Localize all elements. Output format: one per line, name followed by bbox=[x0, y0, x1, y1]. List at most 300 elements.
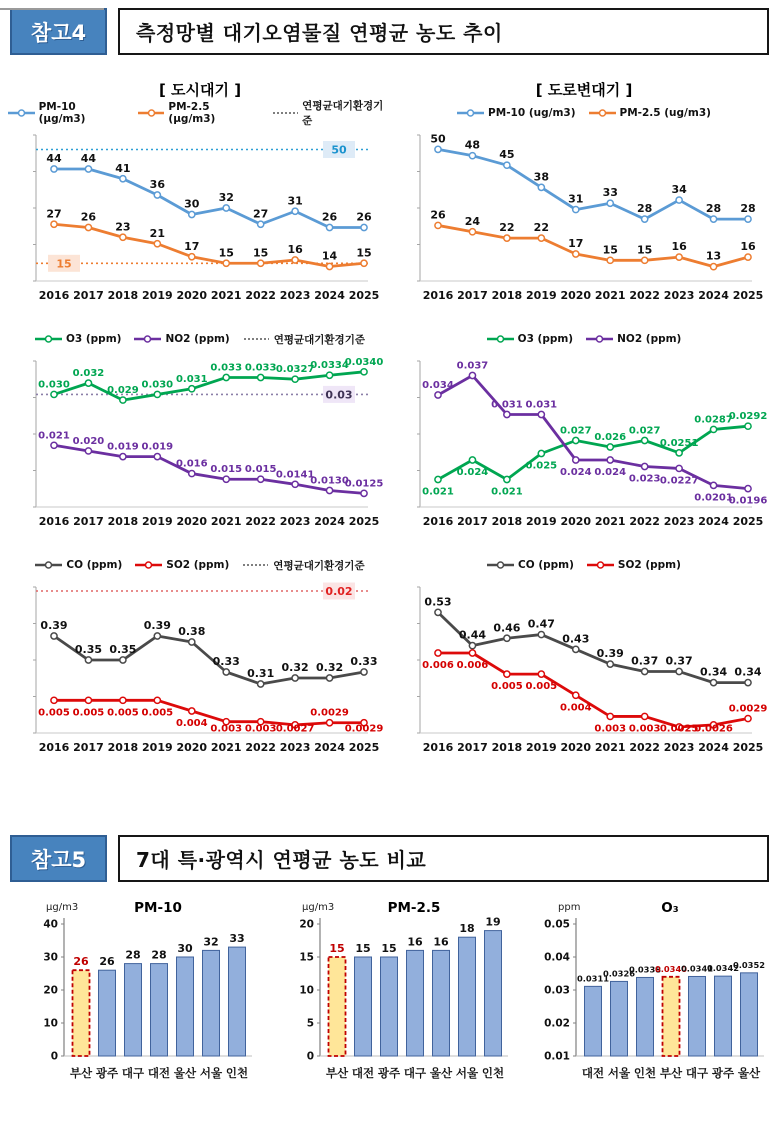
bar bbox=[404, 935, 427, 1080]
series-line-legend-icon bbox=[587, 560, 614, 570]
svg-text:0.0292: 0.0292 bbox=[728, 411, 768, 423]
svg-text:36: 36 bbox=[149, 178, 165, 191]
legend-label: PM-10 (μg/m3) bbox=[38, 101, 86, 125]
svg-text:0.030: 0.030 bbox=[38, 379, 70, 391]
svg-text:0.030: 0.030 bbox=[141, 379, 174, 391]
svg-text:0.0311: 0.0311 bbox=[576, 973, 610, 984]
urban-o3no2-plot bbox=[12, 349, 388, 545]
urban-coso2-chart bbox=[8, 555, 392, 771]
svg-text:0.006: 0.006 bbox=[422, 660, 454, 671]
svg-text:2021: 2021 bbox=[210, 289, 242, 302]
svg-text:2024: 2024 bbox=[314, 289, 345, 302]
svg-text:2023: 2023 bbox=[663, 741, 695, 754]
section1-header bbox=[10, 8, 769, 55]
x-axis-labels bbox=[423, 289, 764, 302]
svg-text:0.0130: 0.0130 bbox=[310, 475, 349, 487]
svg-text:2017: 2017 bbox=[73, 515, 104, 528]
svg-text:2021: 2021 bbox=[594, 289, 626, 302]
svg-text:0.005: 0.005 bbox=[491, 681, 523, 693]
svg-text:2020: 2020 bbox=[176, 515, 208, 528]
roadside-coso2-series-2 bbox=[422, 650, 767, 735]
svg-text:30: 30 bbox=[184, 197, 200, 211]
svg-text:2024: 2024 bbox=[314, 515, 345, 528]
svg-text:0.0201: 0.0201 bbox=[694, 492, 733, 504]
legend-label: 연평균대기환경기준 bbox=[273, 559, 365, 572]
svg-text:2016: 2016 bbox=[422, 515, 454, 528]
svg-text:2024: 2024 bbox=[698, 515, 729, 528]
svg-text:0.0251: 0.0251 bbox=[659, 437, 699, 449]
svg-text:50: 50 bbox=[430, 132, 446, 146]
city-label: 대전 bbox=[351, 1066, 375, 1080]
legend-label: SO2 (ppm) bbox=[617, 559, 681, 571]
legend-item bbox=[487, 333, 573, 345]
legend-item bbox=[134, 333, 229, 345]
svg-text:21: 21 bbox=[149, 226, 165, 240]
unit-label: μg/m3 bbox=[46, 902, 79, 913]
svg-text:30: 30 bbox=[177, 942, 193, 955]
svg-text:0.0326: 0.0326 bbox=[602, 968, 636, 979]
svg-text:0.39: 0.39 bbox=[40, 619, 68, 632]
svg-text:0.021: 0.021 bbox=[38, 430, 70, 442]
x-axis-labels bbox=[39, 515, 380, 528]
svg-text:16: 16 bbox=[671, 240, 687, 254]
bar bbox=[707, 963, 739, 1080]
svg-text:0.32: 0.32 bbox=[281, 661, 309, 674]
svg-text:2025: 2025 bbox=[348, 741, 380, 754]
roadside-pm-chart bbox=[392, 79, 776, 319]
svg-text:0.0334: 0.0334 bbox=[310, 360, 349, 372]
city-label: 대구 bbox=[403, 1066, 427, 1080]
svg-text:0.029: 0.029 bbox=[107, 385, 139, 397]
svg-text:0.0342: 0.0342 bbox=[706, 963, 740, 974]
svg-text:0.003: 0.003 bbox=[244, 723, 277, 735]
svg-text:2022: 2022 bbox=[629, 515, 660, 528]
svg-text:27: 27 bbox=[253, 207, 269, 221]
svg-text:33: 33 bbox=[229, 932, 245, 946]
svg-text:2023: 2023 bbox=[279, 741, 311, 754]
svg-text:2017: 2017 bbox=[73, 289, 104, 302]
svg-text:28: 28 bbox=[705, 202, 722, 216]
svg-text:2017: 2017 bbox=[73, 741, 104, 754]
urban-o3no2-series-2 bbox=[38, 430, 383, 496]
svg-text:0.31: 0.31 bbox=[247, 667, 275, 680]
svg-text:32: 32 bbox=[203, 935, 219, 949]
urban-o3no2-chart bbox=[8, 329, 392, 545]
roadside-pm-series-1 bbox=[430, 132, 755, 222]
svg-text:2018: 2018 bbox=[107, 741, 139, 754]
svg-text:0.033: 0.033 bbox=[244, 362, 277, 374]
svg-text:2018: 2018 bbox=[491, 515, 523, 528]
svg-text:0.004: 0.004 bbox=[559, 702, 592, 714]
svg-text:15: 15 bbox=[381, 942, 397, 955]
legend-label: PM-2.5 (ug/m3) bbox=[619, 107, 711, 119]
svg-text:2025: 2025 bbox=[732, 289, 764, 302]
city-label: 울산 bbox=[737, 1066, 761, 1080]
svg-text:0.005: 0.005 bbox=[107, 707, 139, 719]
svg-text:0.016: 0.016 bbox=[175, 458, 208, 470]
svg-text:2025: 2025 bbox=[348, 289, 380, 302]
svg-text:0.0025: 0.0025 bbox=[659, 723, 699, 735]
svg-text:15: 15 bbox=[218, 246, 234, 260]
svg-text:16: 16 bbox=[287, 243, 303, 256]
svg-text:0.37: 0.37 bbox=[665, 654, 693, 668]
x-axis-labels bbox=[423, 515, 764, 528]
svg-text:2019: 2019 bbox=[526, 515, 557, 528]
svg-text:0.0340: 0.0340 bbox=[344, 356, 384, 368]
svg-text:2024: 2024 bbox=[314, 741, 345, 754]
city-label: 대구 bbox=[121, 1066, 145, 1080]
svg-text:0.43: 0.43 bbox=[562, 632, 590, 646]
bar bbox=[603, 968, 635, 1080]
svg-text:17: 17 bbox=[568, 236, 584, 250]
svg-text:45: 45 bbox=[499, 148, 515, 162]
svg-text:0.0141: 0.0141 bbox=[275, 469, 315, 481]
svg-text:0: 0 bbox=[306, 1050, 314, 1063]
svg-text:20: 20 bbox=[43, 984, 58, 997]
svg-text:15: 15 bbox=[56, 257, 72, 271]
svg-text:0.0287: 0.0287 bbox=[694, 414, 733, 426]
svg-text:0.0227: 0.0227 bbox=[659, 475, 699, 487]
svg-text:2025: 2025 bbox=[732, 741, 764, 754]
svg-text:2020: 2020 bbox=[560, 741, 592, 754]
svg-text:2021: 2021 bbox=[594, 741, 626, 754]
svg-text:0.37: 0.37 bbox=[631, 654, 659, 668]
svg-text:2022: 2022 bbox=[629, 289, 660, 302]
svg-text:2020: 2020 bbox=[560, 515, 592, 528]
series-line-legend-icon bbox=[134, 334, 161, 344]
svg-text:0.024: 0.024 bbox=[559, 467, 592, 478]
svg-text:0.031: 0.031 bbox=[525, 399, 558, 411]
svg-text:2016: 2016 bbox=[38, 515, 70, 528]
svg-text:22: 22 bbox=[533, 221, 549, 235]
svg-text:0.0026: 0.0026 bbox=[694, 723, 733, 735]
svg-text:2018: 2018 bbox=[491, 289, 523, 302]
svg-text:0.0125: 0.0125 bbox=[344, 478, 384, 490]
legend-item bbox=[35, 333, 121, 345]
city-label: 울산 bbox=[429, 1066, 453, 1080]
page-edge-artifact bbox=[0, 8, 104, 10]
legend-label: CO (ppm) bbox=[518, 559, 574, 571]
urban-coso2-series-2 bbox=[38, 697, 383, 734]
bar bbox=[95, 955, 119, 1080]
city-label: 광주 bbox=[377, 1066, 401, 1080]
svg-text:0.004: 0.004 bbox=[175, 718, 208, 729]
bar-pm25-plot bbox=[276, 896, 516, 1091]
svg-text:26: 26 bbox=[73, 955, 89, 969]
bar bbox=[148, 949, 170, 1080]
svg-text:26: 26 bbox=[321, 210, 338, 224]
svg-text:2018: 2018 bbox=[107, 515, 139, 528]
svg-text:0.0352: 0.0352 bbox=[732, 959, 766, 970]
svg-text:0.0029: 0.0029 bbox=[728, 703, 768, 715]
bar bbox=[430, 935, 453, 1080]
svg-text:0.023: 0.023 bbox=[628, 473, 661, 485]
svg-text:0.020: 0.020 bbox=[72, 435, 105, 447]
svg-text:2023: 2023 bbox=[663, 515, 695, 528]
bar-o3-chart bbox=[532, 896, 772, 1095]
roadside-coso2-legend bbox=[487, 555, 681, 575]
svg-text:2016: 2016 bbox=[38, 289, 70, 302]
city-label: 서울 bbox=[455, 1066, 479, 1080]
legend-item bbox=[35, 559, 122, 571]
series-line-legend-icon bbox=[138, 108, 165, 118]
svg-text:28: 28 bbox=[637, 202, 653, 216]
svg-text:22: 22 bbox=[499, 221, 515, 235]
legend-label: SO2 (ppm) bbox=[166, 559, 230, 571]
svg-text:17: 17 bbox=[184, 239, 200, 253]
legend-label: PM-10 (ug/m3) bbox=[488, 107, 576, 119]
bar bbox=[456, 922, 479, 1080]
city-label: 인천 bbox=[481, 1066, 505, 1080]
svg-text:0.35: 0.35 bbox=[74, 643, 103, 656]
svg-text:0.38: 0.38 bbox=[178, 625, 206, 638]
dotted-reference-legend-icon bbox=[242, 560, 269, 570]
svg-text:2022: 2022 bbox=[245, 741, 276, 754]
roadside-pm-title: [ 도로변대기 ] bbox=[535, 81, 633, 99]
svg-text:10: 10 bbox=[43, 1017, 58, 1030]
svg-text:0.021: 0.021 bbox=[491, 486, 523, 498]
svg-text:0.031: 0.031 bbox=[175, 373, 208, 385]
svg-text:44: 44 bbox=[46, 152, 62, 165]
svg-text:0.025: 0.025 bbox=[525, 460, 558, 472]
city-label: 부산 bbox=[325, 1066, 349, 1080]
svg-text:2025: 2025 bbox=[732, 515, 764, 528]
svg-text:0.033: 0.033 bbox=[210, 362, 243, 374]
svg-text:26: 26 bbox=[430, 208, 446, 222]
svg-text:0.46: 0.46 bbox=[493, 621, 521, 635]
bar-chart-title: O₃ bbox=[661, 900, 679, 916]
svg-text:40: 40 bbox=[43, 918, 58, 931]
svg-text:0.53: 0.53 bbox=[424, 595, 452, 609]
svg-text:0.003: 0.003 bbox=[594, 723, 627, 735]
svg-text:2020: 2020 bbox=[176, 741, 208, 754]
bar bbox=[377, 942, 401, 1080]
legend-label: 연평균대기환경기준 bbox=[273, 333, 365, 346]
legend-item-reference bbox=[242, 558, 364, 573]
svg-text:0.003: 0.003 bbox=[210, 723, 243, 735]
svg-text:2024: 2024 bbox=[698, 289, 729, 302]
svg-text:13: 13 bbox=[705, 249, 722, 263]
svg-text:0.019: 0.019 bbox=[141, 441, 174, 453]
svg-text:2024: 2024 bbox=[698, 741, 729, 754]
roadside-pm-series-2 bbox=[430, 208, 756, 269]
legend-item bbox=[589, 107, 711, 119]
urban-pm-chart bbox=[8, 79, 392, 319]
svg-text:0.027: 0.027 bbox=[559, 425, 592, 437]
svg-text:48: 48 bbox=[464, 138, 481, 152]
roadside-pm-legend bbox=[457, 103, 711, 123]
svg-text:2017: 2017 bbox=[457, 515, 488, 528]
section2-header bbox=[10, 835, 769, 882]
svg-text:31: 31 bbox=[568, 192, 584, 206]
svg-text:20: 20 bbox=[299, 918, 314, 931]
svg-text:0.0341: 0.0341 bbox=[680, 963, 714, 974]
bar bbox=[352, 942, 374, 1080]
svg-text:26: 26 bbox=[356, 210, 372, 224]
legend-item bbox=[8, 101, 125, 125]
trend-charts-grid bbox=[8, 79, 779, 771]
city-label: 울산 bbox=[173, 1066, 197, 1080]
bar bbox=[681, 963, 713, 1080]
svg-text:0.019: 0.019 bbox=[107, 441, 139, 453]
svg-text:2018: 2018 bbox=[107, 289, 139, 302]
urban-pm-plot bbox=[12, 123, 388, 319]
svg-text:0.32: 0.32 bbox=[315, 661, 344, 674]
bar bbox=[200, 935, 223, 1080]
x-axis-labels bbox=[39, 289, 380, 302]
svg-text:0.34: 0.34 bbox=[699, 665, 728, 679]
roadside-o3no2-chart bbox=[392, 329, 776, 545]
svg-text:2019: 2019 bbox=[526, 741, 557, 754]
dotted-reference-legend-icon bbox=[272, 108, 299, 118]
svg-text:2025: 2025 bbox=[348, 515, 380, 528]
series-line-legend-icon bbox=[457, 108, 484, 118]
svg-text:0.35: 0.35 bbox=[109, 643, 137, 656]
section2-title: 7대 특·광역시 연평균 농도 비교 bbox=[118, 835, 769, 882]
urban-o3no2-legend bbox=[35, 329, 365, 349]
svg-text:0.005: 0.005 bbox=[141, 707, 174, 719]
legend-item bbox=[587, 559, 681, 571]
svg-text:2017: 2017 bbox=[457, 741, 488, 754]
svg-text:38: 38 bbox=[533, 170, 549, 184]
svg-text:27: 27 bbox=[46, 207, 62, 221]
svg-text:2019: 2019 bbox=[142, 289, 173, 302]
svg-text:16: 16 bbox=[433, 935, 449, 949]
svg-text:0.01: 0.01 bbox=[544, 1050, 570, 1063]
roadside-coso2-series-1 bbox=[424, 595, 761, 685]
urban-coso2-plot bbox=[12, 575, 388, 771]
svg-text:31: 31 bbox=[287, 194, 303, 208]
svg-text:15: 15 bbox=[299, 951, 314, 964]
series-line-legend-icon bbox=[35, 560, 62, 570]
svg-text:0.0027: 0.0027 bbox=[275, 723, 315, 735]
svg-text:0.39: 0.39 bbox=[596, 647, 624, 661]
urban-coso2-legend bbox=[35, 555, 364, 575]
svg-text:0.05: 0.05 bbox=[544, 918, 570, 931]
svg-text:2022: 2022 bbox=[629, 741, 660, 754]
bar-o3-plot bbox=[532, 896, 772, 1091]
svg-text:2021: 2021 bbox=[210, 515, 242, 528]
bar bbox=[629, 964, 661, 1080]
unit-label: μg/m3 bbox=[302, 902, 335, 913]
svg-text:0.031: 0.031 bbox=[491, 399, 523, 411]
svg-text:0.021: 0.021 bbox=[422, 486, 454, 498]
svg-text:0.03: 0.03 bbox=[544, 984, 570, 997]
svg-text:16: 16 bbox=[740, 240, 756, 254]
svg-text:30: 30 bbox=[43, 951, 58, 964]
svg-text:32: 32 bbox=[218, 191, 234, 204]
svg-text:0.39: 0.39 bbox=[143, 619, 171, 632]
svg-text:0.005: 0.005 bbox=[38, 707, 70, 719]
legend-label: NO2 (ppm) bbox=[165, 333, 230, 345]
svg-text:0.0338: 0.0338 bbox=[628, 964, 662, 975]
svg-text:0.015: 0.015 bbox=[244, 464, 277, 476]
svg-text:2023: 2023 bbox=[279, 515, 311, 528]
svg-text:23: 23 bbox=[115, 220, 131, 234]
svg-text:41: 41 bbox=[115, 161, 131, 175]
svg-text:0.003: 0.003 bbox=[628, 723, 661, 735]
dotted-reference-legend-icon bbox=[243, 334, 270, 344]
section2-badge: 참고5 bbox=[10, 835, 107, 882]
bar bbox=[122, 949, 145, 1080]
svg-text:0.005: 0.005 bbox=[72, 707, 105, 719]
svg-text:2021: 2021 bbox=[594, 515, 626, 528]
svg-text:0.015: 0.015 bbox=[210, 464, 243, 476]
bar-pm10-plot bbox=[20, 896, 260, 1091]
svg-text:16: 16 bbox=[407, 935, 423, 949]
svg-text:0.0340: 0.0340 bbox=[654, 963, 688, 974]
svg-text:2018: 2018 bbox=[491, 741, 523, 754]
svg-text:2016: 2016 bbox=[422, 289, 454, 302]
reference-line-0.02 bbox=[36, 583, 368, 600]
svg-text:2023: 2023 bbox=[663, 289, 695, 302]
city-label: 대전 bbox=[147, 1066, 171, 1080]
svg-text:0.005: 0.005 bbox=[525, 681, 558, 693]
city-label: 대구 bbox=[685, 1066, 709, 1080]
svg-text:5: 5 bbox=[306, 1017, 314, 1030]
svg-text:15: 15 bbox=[329, 942, 345, 955]
svg-text:0.02: 0.02 bbox=[325, 585, 353, 598]
urban-coso2-series-1 bbox=[40, 619, 377, 687]
svg-text:0.024: 0.024 bbox=[456, 467, 489, 478]
svg-text:0.33: 0.33 bbox=[350, 655, 378, 668]
svg-text:2019: 2019 bbox=[142, 741, 173, 754]
svg-text:0.032: 0.032 bbox=[72, 368, 105, 380]
bar bbox=[733, 960, 765, 1080]
roadside-coso2-plot bbox=[396, 575, 772, 771]
svg-text:2022: 2022 bbox=[245, 515, 276, 528]
svg-text:0.006: 0.006 bbox=[456, 660, 489, 671]
svg-text:26: 26 bbox=[99, 955, 115, 969]
svg-text:15: 15 bbox=[637, 243, 653, 257]
bar-highlighted bbox=[69, 955, 93, 1080]
svg-text:0.0327: 0.0327 bbox=[275, 364, 315, 376]
legend-label: PM-2.5 (μg/m3) bbox=[168, 101, 216, 125]
legend-label: O3 (ppm) bbox=[517, 333, 574, 345]
svg-text:2016: 2016 bbox=[38, 741, 70, 754]
svg-text:2017: 2017 bbox=[457, 289, 488, 302]
legend-item bbox=[138, 101, 259, 125]
roadside-o3no2-legend bbox=[487, 329, 682, 349]
svg-text:50: 50 bbox=[331, 143, 347, 157]
series-line-legend-icon bbox=[135, 560, 162, 570]
x-axis-labels bbox=[423, 741, 764, 754]
svg-text:0.04: 0.04 bbox=[544, 951, 570, 964]
svg-text:0.44: 0.44 bbox=[458, 628, 487, 642]
svg-text:0.026: 0.026 bbox=[594, 432, 627, 443]
series-line-legend-icon bbox=[589, 108, 616, 118]
series-line-legend-icon bbox=[35, 334, 62, 344]
bar-chart-title: PM-10 bbox=[134, 900, 182, 916]
svg-text:44: 44 bbox=[80, 152, 97, 165]
svg-text:0.03: 0.03 bbox=[325, 388, 353, 402]
bar bbox=[577, 973, 609, 1080]
svg-text:2022: 2022 bbox=[245, 289, 276, 302]
svg-text:33: 33 bbox=[602, 186, 618, 200]
svg-text:15: 15 bbox=[253, 246, 269, 260]
svg-text:2020: 2020 bbox=[176, 289, 208, 302]
svg-text:18: 18 bbox=[459, 922, 475, 936]
city-comparison-charts bbox=[20, 896, 779, 1095]
x-axis-labels bbox=[39, 741, 380, 754]
series-line-legend-icon bbox=[487, 560, 514, 570]
svg-text:2020: 2020 bbox=[560, 289, 592, 302]
section1-badge: 참고4 bbox=[10, 8, 107, 55]
roadside-o3no2-plot bbox=[396, 349, 772, 545]
legend-label: NO2 (ppm) bbox=[617, 333, 682, 345]
svg-text:0: 0 bbox=[50, 1050, 58, 1063]
svg-text:28: 28 bbox=[740, 202, 756, 216]
